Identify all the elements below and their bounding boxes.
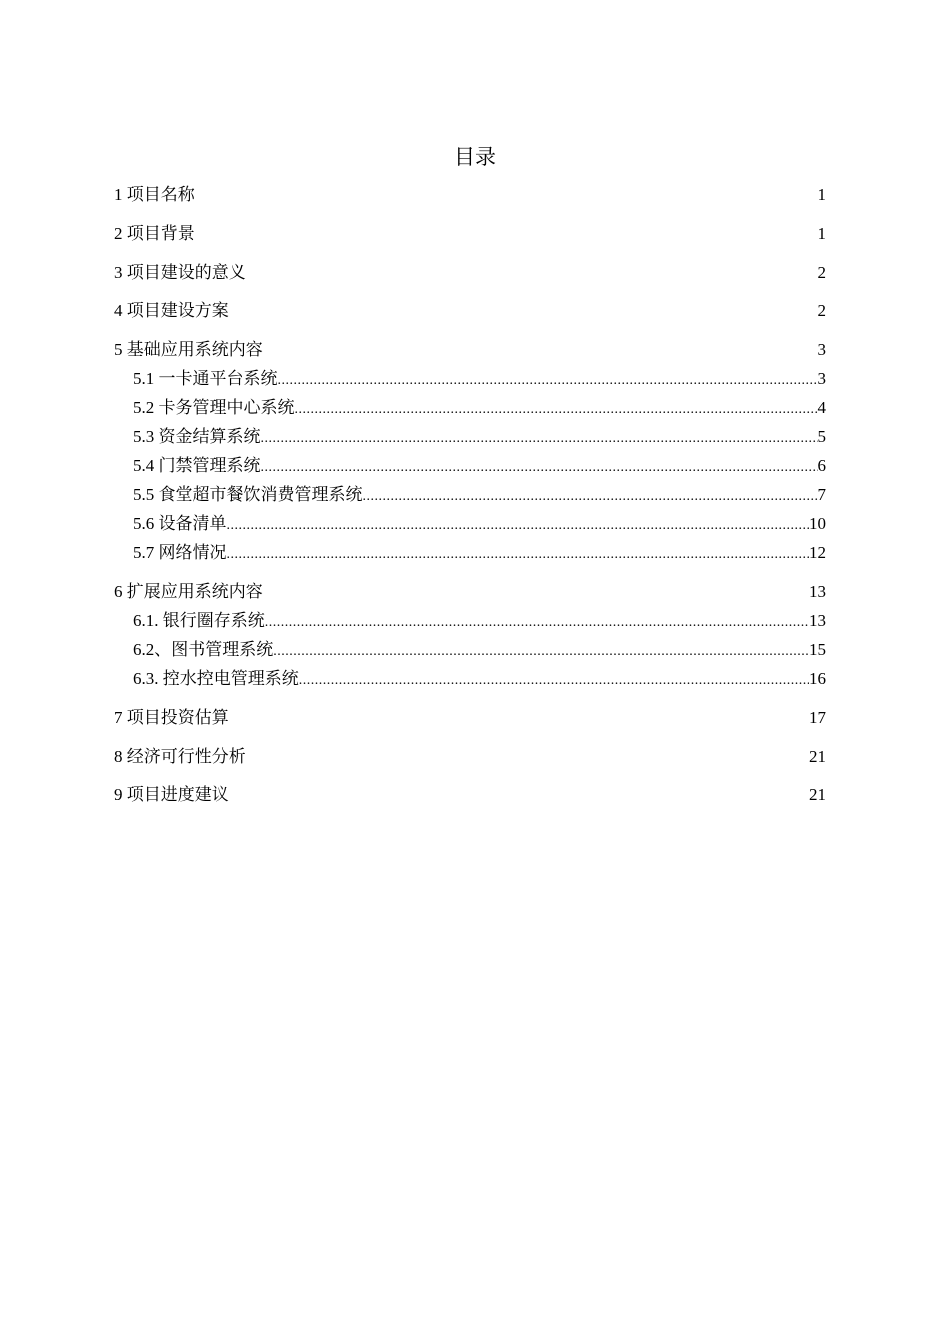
- toc-entry-label: 3 项目建设的意义: [114, 262, 246, 282]
- toc-entry[interactable]: [114, 335, 826, 364]
- toc-entry-page: 13: [809, 610, 826, 630]
- toc-entry-label: 5.6 设备清单: [133, 514, 227, 534]
- toc-entry-page: 13: [809, 581, 826, 601]
- toc-entry-label: 5.5 食堂超市餐饮消费管理系统: [133, 485, 363, 505]
- toc-subentry[interactable]: [114, 393, 826, 422]
- toc-entry-page: 15: [809, 639, 826, 659]
- toc-entry[interactable]: [114, 780, 826, 809]
- toc-entry-page: 4: [817, 398, 826, 418]
- toc-entry-label: 5.3 资金结算系统: [133, 427, 261, 447]
- dot-leader: [227, 511, 810, 540]
- toc-entry-page: 2: [817, 301, 826, 321]
- toc-entry-page: 7: [817, 485, 826, 505]
- dot-leader: [227, 540, 810, 569]
- toc-entry-page: 3: [817, 369, 826, 389]
- toc-list: [114, 180, 826, 809]
- toc-entry-label: 6 扩展应用系统内容: [114, 581, 263, 601]
- toc-subentry[interactable]: [114, 635, 826, 664]
- toc-entry-label: 1 项目名称: [114, 185, 195, 204]
- toc-entry[interactable]: [114, 219, 826, 248]
- toc-entry-page: 21: [809, 746, 826, 766]
- toc-subentry[interactable]: [114, 364, 826, 393]
- dot-leader: [261, 453, 818, 482]
- toc-entry-page: 17: [809, 707, 826, 727]
- toc-entry[interactable]: [114, 296, 826, 325]
- toc-entry-label: 2 项目背景: [114, 223, 195, 243]
- toc-entry[interactable]: [114, 703, 826, 732]
- toc-entry-page: 1: [817, 185, 826, 204]
- dot-leader: [278, 366, 818, 395]
- dot-leader: [295, 395, 818, 424]
- toc-subentry[interactable]: [114, 509, 826, 538]
- toc-entry-label: 6.3. 控水控电管理系统: [133, 668, 299, 688]
- toc-entry[interactable]: [114, 258, 826, 287]
- toc-entry-page: 1: [817, 223, 826, 243]
- toc-entry-page: 6: [817, 456, 826, 476]
- toc-subentry[interactable]: [114, 422, 826, 451]
- toc-entry[interactable]: [114, 180, 826, 209]
- toc-entry-page: 10: [809, 514, 826, 534]
- dot-leader: [273, 637, 809, 666]
- toc-entry-page: 2: [817, 262, 826, 282]
- dot-leader: [261, 424, 818, 453]
- toc-subentry[interactable]: [114, 451, 826, 480]
- toc-entry-label: 5.1 一卡通平台系统: [133, 369, 278, 389]
- toc-entry-page: 16: [809, 668, 826, 688]
- dot-leader: [265, 608, 809, 637]
- toc-subentry[interactable]: [114, 538, 826, 567]
- toc-entry-page: 5: [817, 427, 826, 447]
- toc-entry-label: 9 项目进度建议: [114, 785, 229, 805]
- toc-entry-label: 8 经济可行性分析: [114, 746, 246, 766]
- dot-leader: [363, 482, 818, 511]
- toc-entry-label: 5.2 卡务管理中心系统: [133, 398, 295, 418]
- dot-leader: [299, 666, 809, 695]
- toc-subentry[interactable]: [114, 606, 826, 635]
- toc-entry-label: 5.7 网络情况: [133, 543, 227, 563]
- toc-entry-label: 5 基础应用系统内容: [114, 340, 263, 360]
- toc-entry-label: 5.4 门禁管理系统: [133, 456, 261, 476]
- toc-entry-label: 6.1. 银行圈存系统: [133, 610, 265, 630]
- toc-entry-label: 6.2、图书管理系统: [133, 639, 274, 659]
- toc-entry-page: 21: [809, 785, 826, 805]
- toc-entry-page: 3: [817, 340, 826, 360]
- toc-subentry[interactable]: [114, 664, 826, 693]
- toc-entry-page: 12: [809, 543, 826, 563]
- toc-entry-label: 4 项目建设方案: [114, 301, 229, 321]
- toc-subentry[interactable]: [114, 480, 826, 509]
- toc-entry-label: 7 项目投资估算: [114, 707, 229, 727]
- toc-entry[interactable]: [114, 577, 826, 606]
- toc-entry[interactable]: [114, 742, 826, 771]
- toc-title: 目录: [454, 145, 496, 169]
